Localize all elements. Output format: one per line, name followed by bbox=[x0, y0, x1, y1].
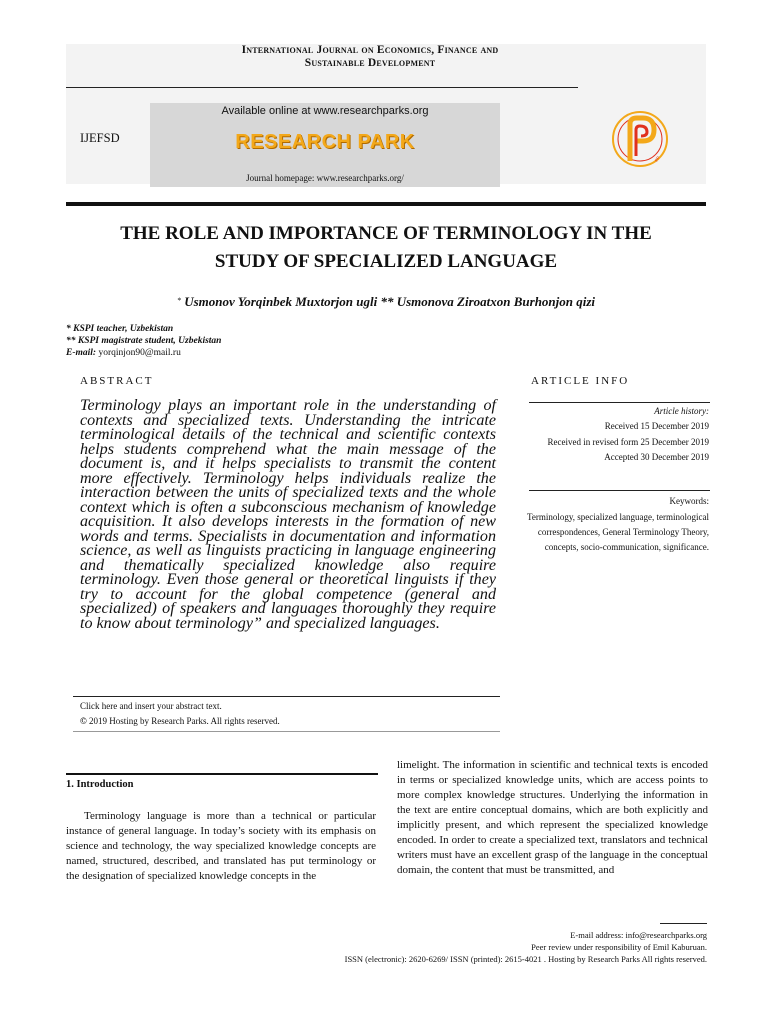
paper-title-line2: STUDY OF SPECIALIZED LANGUAGE bbox=[214, 251, 558, 272]
journal-title-line2: Sustainable Development bbox=[304, 57, 436, 69]
abstract-bottom-divider bbox=[73, 731, 500, 732]
article-history-label: Article history: bbox=[654, 406, 709, 416]
email-address[interactable]: yorqinjon90@mail.ru bbox=[98, 348, 181, 358]
author-names: Usmonov Yorqinbek Muxtorjon ugli ** Usmonova Ziroatxon Burhonjon qizi bbox=[184, 294, 596, 309]
revised-date: Received in revised form 25 December 2019 bbox=[547, 437, 709, 447]
copyright-text: 2019 Hosting by Research Parks. All rights reserved. bbox=[88, 716, 280, 726]
footer-rule bbox=[660, 923, 707, 924]
abstract-heading: ABSTRACT bbox=[80, 375, 154, 387]
header-thick-rule bbox=[66, 202, 706, 206]
keywords-label: Keywords: bbox=[669, 496, 709, 506]
introduction-left-column: Terminology language is more than a technical or particular instance of general language. In today’s society with its emphasis on science and technology, the way specialized knowledge concepts are named, structured, described, and translated has put terminology or the designation of specialized knowledge concepts in the bbox=[66, 810, 376, 882]
copyright-icon: © bbox=[80, 716, 87, 726]
keywords-list: Terminology, specialized language, terminological correspondences, General Terminology Theory, concepts, socio-communication, significance. bbox=[527, 512, 709, 552]
author-list bbox=[66, 294, 706, 310]
introduction-rule bbox=[66, 773, 378, 775]
journal-title-line1: International Journal on Economics, Finance and bbox=[241, 44, 499, 56]
svg-text:RP: RP bbox=[653, 155, 661, 163]
research-park-brand: RESEARCH PARK bbox=[235, 131, 415, 153]
introduction-heading: 1. Introduction bbox=[66, 779, 134, 790]
affiliation-1: * KSPI teacher, Uzbekistan bbox=[66, 324, 174, 334]
footer-email: E-mail address: info@researchparks.org bbox=[570, 930, 707, 940]
article-info-divider bbox=[529, 402, 710, 403]
journal-title bbox=[140, 44, 600, 70]
affiliation-2: ** KSPI magistrate student, Uzbekistan bbox=[66, 336, 222, 346]
available-online-text[interactable]: Available online at www.researchparks.org bbox=[221, 105, 429, 117]
article-info-heading: ARTICLE INFO bbox=[531, 375, 630, 387]
journal-abbreviation: IJEFSD bbox=[80, 131, 120, 145]
copyright-notice bbox=[80, 716, 280, 726]
accepted-date: Accepted 30 December 2019 bbox=[604, 452, 709, 462]
abstract-divider bbox=[73, 696, 500, 697]
keywords-divider bbox=[529, 490, 710, 491]
introduction-right-column: limelight. The information in scientific and technical texts is encoded in terms or specialized knowledge units, which are access points to more complex knowledge structures. Underlying the information in the text are entire conceptual domains, which are both explicitly and implicitly present, and which represent the specialized knowledge encoded. In order to create a specialized text, translators and technical writers must have an excellent grasp of the language in the conceptual domain, the content that must be transmitted, and bbox=[397, 759, 708, 876]
author-email bbox=[66, 347, 181, 359]
research-park-logo-icon bbox=[610, 106, 670, 176]
paper-title bbox=[66, 220, 706, 276]
footer-issn: ISSN (electronic): 2620-6269/ ISSN (printed): 2615-4021 . Hosting by Research Parks All rights reserved. bbox=[344, 954, 707, 964]
journal-homepage-link[interactable]: Journal homepage: www.researchparks.org/ bbox=[246, 173, 404, 183]
abstract-placeholder[interactable]: Click here and insert your abstract text. bbox=[80, 701, 222, 711]
footer-peer-review: Peer review under responsibility of Emil Kaburuan. bbox=[531, 942, 707, 952]
received-date: Received 15 December 2019 bbox=[604, 421, 709, 431]
header-divider bbox=[66, 87, 578, 88]
email-label: E-mail: bbox=[66, 348, 97, 358]
abstract-text: Terminology plays an important role in the understanding of contexts and specialized texts. Understanding the intricate terminological details of the technical and scientific contexts helps students comprehend what the main message of the document is, and it helps specialists to transmit the content more effectively. Terminology helps individuals realize the interaction between the units of specialized texts and the whole context which is often a subconscious mechanism of knowledge acquisition. It also develops interests in the formation of new words and terms. Specialists in documentation and information science, as well as linguists practicing in language engineering and thematically specialized knowledge also require terminology. Even those general or theoretical linguists if they try to account for the global competence (general and specialized) of speakers and languages thoroughly they require to know about terminology” and specialized languages. bbox=[80, 397, 496, 632]
paper-title-line1: THE ROLE AND IMPORTANCE OF TERMINOLOGY IN THE bbox=[120, 223, 652, 244]
author-marker: * bbox=[176, 296, 181, 305]
